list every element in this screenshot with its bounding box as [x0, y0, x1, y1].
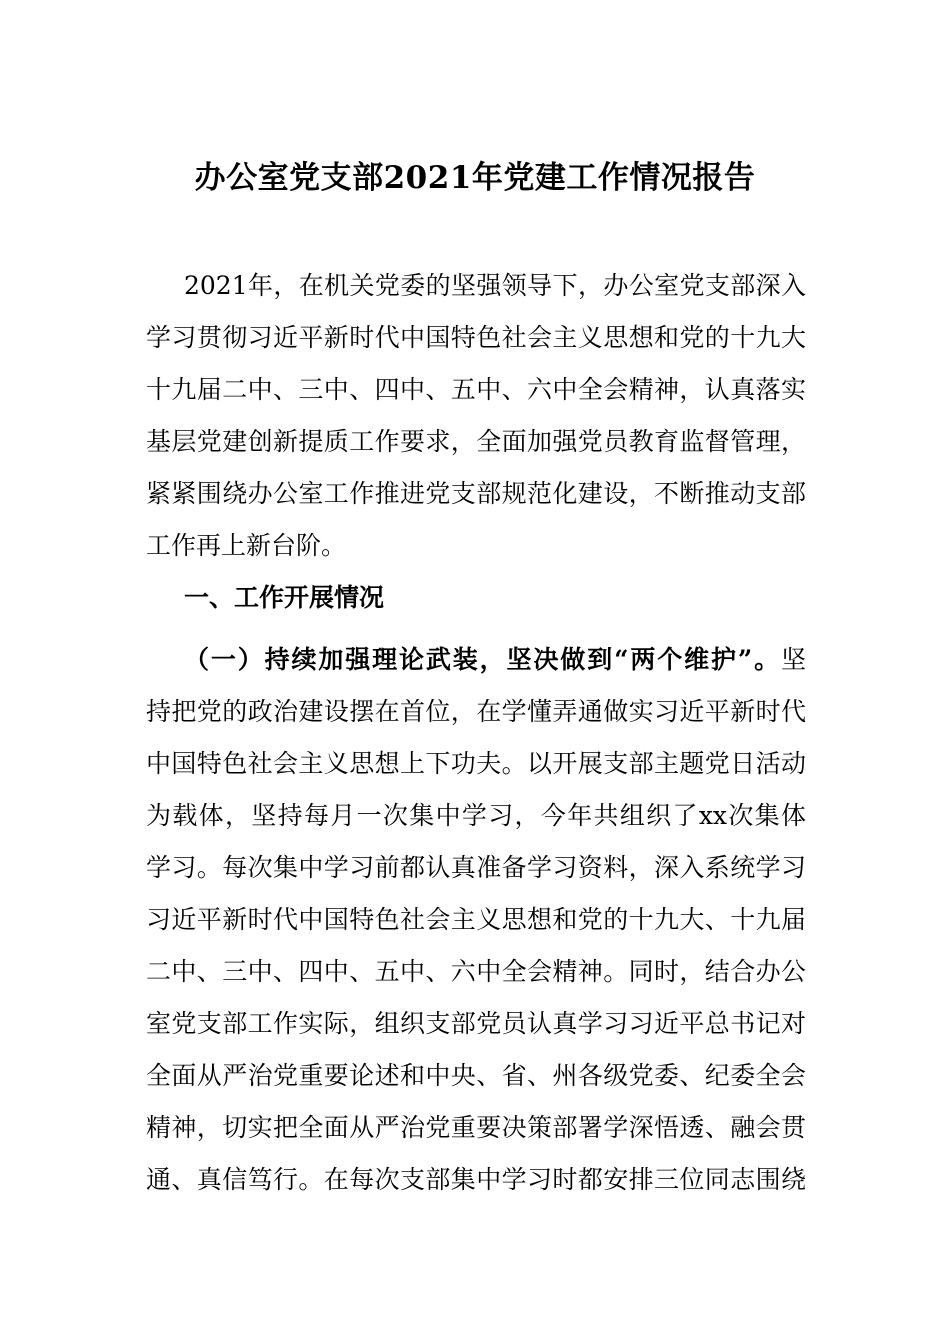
- intro-line: 2021年，在机关党委的坚强领导下，办公室党支部深入: [184, 271, 806, 300]
- body-line: 通、真信笃行。在每次支部集中学习时都安排三位同志围绕: [146, 1165, 806, 1194]
- body-line: 室党支部工作实际，组织支部党员认真学习习近平总书记对: [146, 1009, 806, 1038]
- subsection-heading: （一）持续加强理论武装，坚决做到“两个维护”。: [184, 645, 781, 674]
- intro-line: 紧紧围绕办公室工作推进党支部规范化建设，不断推动支部: [146, 479, 806, 508]
- body-line: 学习。每次集中学习前都认真准备学习资料，深入系统学习: [146, 853, 806, 882]
- body-line: 二中、三中、四中、五中、六中全会精神。同时，结合办公: [146, 957, 806, 986]
- intro-line: 学习贯彻习近平新时代中国特色社会主义思想和党的十九大: [146, 323, 806, 352]
- body-line: 精神，切实把全面从严治党重要决策部署学深悟透、融会贯: [146, 1113, 806, 1142]
- body-line: 中国特色社会主义思想上下功夫。以开展支部主题党日活动: [146, 749, 806, 778]
- body-line: 为载体，坚持每月一次集中学习，今年共组织了xx次集体: [146, 801, 806, 830]
- subsection-line-start: 坚: [780, 645, 806, 674]
- intro-line: 十九届二中、三中、四中、五中、六中全会精神，认真落实: [146, 375, 806, 404]
- body-line: 持把党的政治建设摆在首位，在学懂弄通做实习近平新时代: [146, 697, 806, 726]
- section-heading: 一、工作开展情况: [184, 583, 385, 612]
- intro-line: 工作再上新台阶。: [146, 531, 347, 560]
- body-line: 习近平新时代中国特色社会主义思想和党的十九大、十九届: [146, 905, 806, 934]
- document-title: 办公室党支部2021年党建工作情况报告: [194, 160, 756, 196]
- body-line: 全面从严治党重要论述和中央、省、州各级党委、纪委全会: [146, 1061, 806, 1090]
- intro-line: 基层党建创新提质工作要求，全面加强党员教育监督管理，: [146, 427, 806, 456]
- subsection-first-line: [146, 632, 806, 688]
